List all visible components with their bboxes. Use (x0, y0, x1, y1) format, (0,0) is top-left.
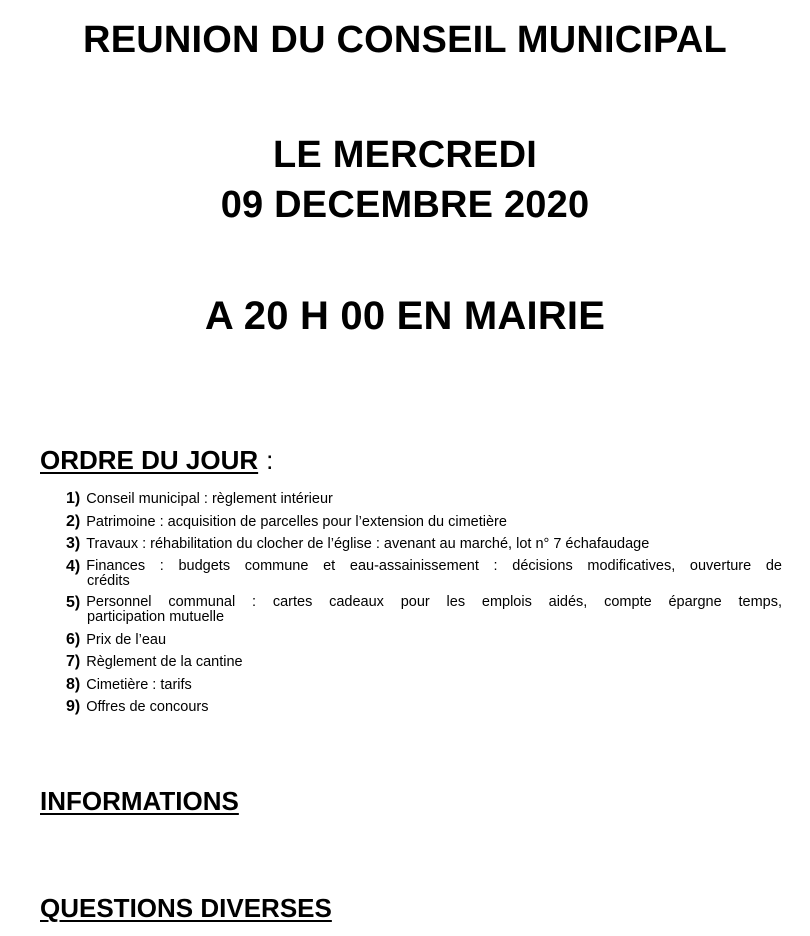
agenda-item-number: 4) (66, 557, 81, 575)
agenda-heading-colon: : (266, 445, 274, 475)
agenda-item-text: Travaux : réhabilitation du clocher de l’église : avenant au marché, lot n° 7 échafaudage (86, 536, 650, 552)
agenda-heading (40, 444, 273, 476)
agenda-item (66, 595, 782, 625)
agenda-item-text: Conseil municipal : règlement intérieur (86, 491, 333, 507)
agenda-item-number: 8) (66, 675, 81, 693)
agenda-item-text: Règlement de la cantine (86, 654, 243, 670)
agenda-item-text: Personnel communal : cartes cadeaux pour les emplois aidés, compte épargne temps, (86, 594, 782, 610)
agenda-item-text: Cimetière : tarifs (86, 676, 192, 693)
agenda-item-continuation: participation mutuelle (87, 609, 225, 625)
agenda-item-text: Prix de l’eau (86, 631, 167, 648)
agenda-item (66, 677, 782, 693)
agenda-item-number: 5) (66, 594, 81, 611)
agenda-list (66, 491, 782, 722)
agenda-item-continuation: crédits (87, 572, 130, 589)
informations-heading-label: INFORMATIONS (40, 786, 239, 816)
meeting-day: LE MERCREDI (273, 134, 537, 176)
agenda-item-number: 1) (66, 490, 81, 507)
agenda-item-number: 2) (66, 512, 81, 530)
agenda-item-text: Offres de concours (86, 699, 209, 715)
agenda-item (66, 699, 782, 715)
agenda-item-number: 3) (66, 535, 81, 552)
agenda-item-text: Patrimoine : acquisition de parcelles pour l’extension du cimetière (86, 513, 507, 530)
agenda-item (66, 559, 782, 589)
agenda-item (66, 514, 782, 530)
questions-diverses-heading (40, 892, 332, 924)
meeting-title: REUNION DU CONSEIL MUNICIPAL (83, 19, 727, 61)
agenda-item-number: 9) (66, 698, 81, 715)
agenda-item (66, 632, 782, 648)
agenda-heading-label: ORDRE DU JOUR (40, 445, 259, 475)
agenda-item (66, 654, 782, 670)
agenda-item (66, 536, 782, 552)
meeting-time-place: A 20 H 00 EN MAIRIE (204, 294, 606, 338)
agenda-item (66, 491, 782, 507)
agenda-item-number: 6) (66, 630, 81, 648)
meeting-date: 09 DECEMBRE 2020 (220, 184, 590, 226)
agenda-item-number: 7) (66, 653, 81, 670)
informations-heading (40, 785, 239, 817)
questions-diverses-heading-label: QUESTIONS DIVERSES (40, 893, 332, 923)
agenda-item-text: Finances : budgets commune et eau-assainissement : décisions modificatives, ouverture de (86, 557, 782, 574)
